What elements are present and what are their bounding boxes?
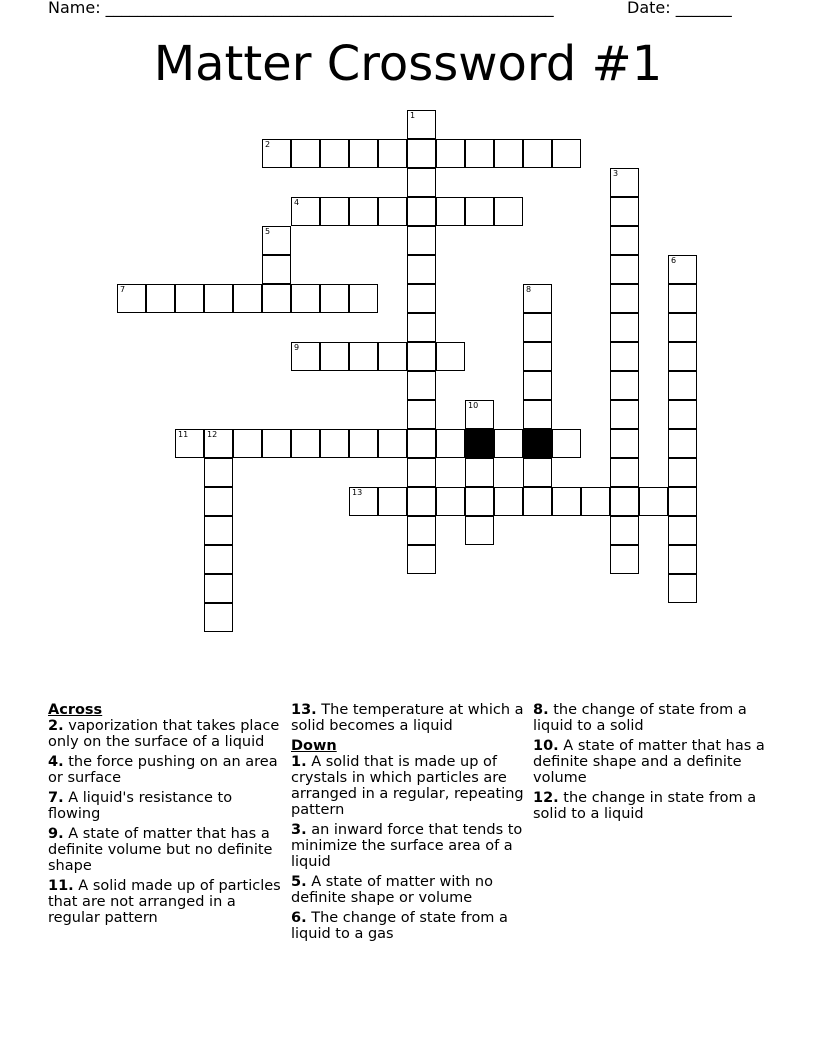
clue-number: 1 [410,111,416,120]
clue-number: 3 [613,169,619,178]
crossword-cell[interactable] [523,400,552,429]
clue-across-4: 4. the force pushing on an area or surface [48,754,278,786]
clue-across-11: 11. A solid made up of particles that are not arranged in a regular pattern [48,878,281,926]
crossword-cell[interactable] [204,516,233,545]
clue-column-2 [291,702,527,946]
crossword-cell[interactable] [117,284,146,313]
crossword-cell[interactable] [407,487,436,516]
crossword-cell[interactable] [610,342,639,371]
clue-number: 5 [265,227,271,236]
clue-number: 10 [468,401,479,410]
clue-number: 13 [352,488,363,497]
crossword-cell[interactable] [436,429,465,458]
crossword-cell[interactable] [610,516,639,545]
crossword-cell[interactable] [407,313,436,342]
crossword-cell[interactable] [349,139,378,168]
name-field[interactable]: Name: ________________________________________________________ [48,0,554,17]
crossword-cell[interactable] [668,284,697,313]
clue-across-7: 7. A liquid's resistance to flowing [48,790,233,822]
crossword-cell[interactable] [204,603,233,632]
clue-across-13: 13. The temperature at which a solid becomes a liquid [291,702,524,734]
crossword-cell[interactable] [523,371,552,400]
clue-across-2: 2. vaporization that takes place only on the surface of a liquid [48,718,280,750]
crossword-cell[interactable] [204,574,233,603]
crossword-cell[interactable] [494,487,523,516]
crossword-cell[interactable] [204,487,233,516]
crossword-cell[interactable] [668,400,697,429]
crossword-cell[interactable] [610,313,639,342]
clue-number: 12 [207,430,218,439]
crossword-cell[interactable] [262,429,291,458]
crossword-cell[interactable] [639,487,668,516]
clue-number: 4 [294,198,300,207]
clue-down-10: 10. A state of matter that has a definite shape and a definite volume [533,738,765,786]
crossword-cell[interactable] [349,342,378,371]
crossword-cell[interactable] [523,487,552,516]
crossword-cell[interactable] [262,284,291,313]
crossword-cell[interactable] [378,139,407,168]
crossword-cell[interactable] [320,284,349,313]
crossword-cell[interactable] [610,284,639,313]
page-title: Matter Crossword #1 [153,36,663,92]
crossword-cell[interactable] [407,429,436,458]
across-heading: Across [48,702,103,718]
crossword-cell[interactable] [668,371,697,400]
crossword-cell[interactable] [407,226,436,255]
crossword-cell[interactable] [407,139,436,168]
clue-across-9: 9. A state of matter that has a definite volume but no definite shape [48,826,273,874]
crossword-cell[interactable] [407,110,436,139]
crossword-cell[interactable] [291,342,320,371]
crossword-cell[interactable] [204,458,233,487]
crossword-cell[interactable] [320,139,349,168]
crossword-cell[interactable] [523,458,552,487]
crossword-cell[interactable] [349,284,378,313]
crossword-cell[interactable] [552,487,581,516]
crossword-cell[interactable] [291,429,320,458]
crossword-cell[interactable] [349,487,378,516]
crossword-cell[interactable] [407,516,436,545]
crossword-cell[interactable] [262,255,291,284]
crossword-cell[interactable] [320,429,349,458]
crossword-cell[interactable] [465,400,494,429]
crossword-cell[interactable] [349,429,378,458]
crossword-cell[interactable] [436,197,465,226]
crossword-cell[interactable] [175,284,204,313]
crossword-cell[interactable] [407,342,436,371]
clue-number: 11 [178,430,189,439]
clue-down-3: 3. an inward force that tends to minimize the surface area of a liquid [291,822,523,870]
crossword-cell[interactable] [407,371,436,400]
clue-number: 7 [120,285,126,294]
clue-column-3 [533,702,769,826]
crossword-cell[interactable] [378,342,407,371]
crossword-cell[interactable] [262,226,291,255]
crossword-cell[interactable] [204,284,233,313]
crossword-cell[interactable] [610,458,639,487]
clue-down-8: 8. the change of state from a liquid to a solid [533,702,747,734]
crossword-cell[interactable] [407,255,436,284]
crossword-cell[interactable] [291,197,320,226]
date-field[interactable]: Date: _______ [627,0,732,17]
crossword-cell[interactable] [465,458,494,487]
crossword-cell[interactable] [668,342,697,371]
clue-number: 9 [294,343,300,352]
crossword-cell[interactable] [291,284,320,313]
blocked-cell [523,429,552,458]
crossword-cell[interactable] [436,342,465,371]
blocked-cell [465,429,494,458]
crossword-cell[interactable] [378,197,407,226]
crossword-cell[interactable] [668,574,697,603]
crossword-cell[interactable] [610,226,639,255]
crossword-cell[interactable] [465,139,494,168]
crossword-cell[interactable] [494,139,523,168]
clue-down-1: 1. A solid that is made up of crystals in which particles are arranged in a regular, repeating pattern [291,754,524,818]
clue-column-1 [48,702,284,930]
crossword-cell[interactable] [320,197,349,226]
crossword-cell[interactable] [436,139,465,168]
crossword-cell[interactable] [668,516,697,545]
crossword-cell[interactable] [610,197,639,226]
clue-number: 2 [265,140,271,149]
clue-number: 8 [526,285,532,294]
crossword-cell[interactable] [668,458,697,487]
clue-down-5: 5. A state of matter with no definite shape or volume [291,874,493,906]
crossword-cell[interactable] [552,139,581,168]
crossword-cell[interactable] [378,429,407,458]
crossword-cell[interactable] [523,313,552,342]
crossword-cell[interactable] [465,516,494,545]
crossword-cell[interactable] [668,487,697,516]
crossword-cell[interactable] [494,429,523,458]
crossword-cell[interactable] [610,168,639,197]
crossword-cell[interactable] [146,284,175,313]
crossword-cell[interactable] [523,284,552,313]
crossword-cell[interactable] [610,429,639,458]
crossword-cell[interactable] [610,400,639,429]
crossword-cell[interactable] [204,545,233,574]
crossword-cell[interactable] [465,487,494,516]
crossword-cell[interactable] [407,197,436,226]
crossword-cell[interactable] [668,545,697,574]
crossword-cell[interactable] [668,429,697,458]
crossword-cell[interactable] [204,429,233,458]
crossword-cell[interactable] [378,487,407,516]
crossword-cell[interactable] [175,429,204,458]
crossword-cell[interactable] [581,487,610,516]
crossword-cell[interactable] [610,371,639,400]
crossword-cell[interactable] [668,255,697,284]
crossword-cell[interactable] [407,545,436,574]
crossword-cell[interactable] [668,313,697,342]
crossword-cell[interactable] [407,168,436,197]
crossword-cell[interactable] [610,487,639,516]
crossword-cell[interactable] [291,139,320,168]
crossword-cell[interactable] [407,400,436,429]
crossword-cell[interactable] [407,458,436,487]
clue-down-12: 12. the change in state from a solid to a liquid [533,790,757,822]
crossword-cell[interactable] [465,197,494,226]
crossword-cell[interactable] [552,429,581,458]
crossword-cell[interactable] [320,342,349,371]
crossword-cell[interactable] [610,255,639,284]
crossword-cell[interactable] [436,487,465,516]
down-heading: Down [291,738,337,754]
crossword-cell[interactable] [233,284,262,313]
clue-down-6: 6. The change of state from a liquid to a gas [291,910,508,942]
crossword-cell[interactable] [523,139,552,168]
crossword-cell[interactable] [349,197,378,226]
crossword-cell[interactable] [610,545,639,574]
crossword-cell[interactable] [407,284,436,313]
crossword-cell[interactable] [233,429,262,458]
crossword-cell[interactable] [494,197,523,226]
clue-number: 6 [671,256,677,265]
crossword-cell[interactable] [523,342,552,371]
crossword-cell[interactable] [262,139,291,168]
